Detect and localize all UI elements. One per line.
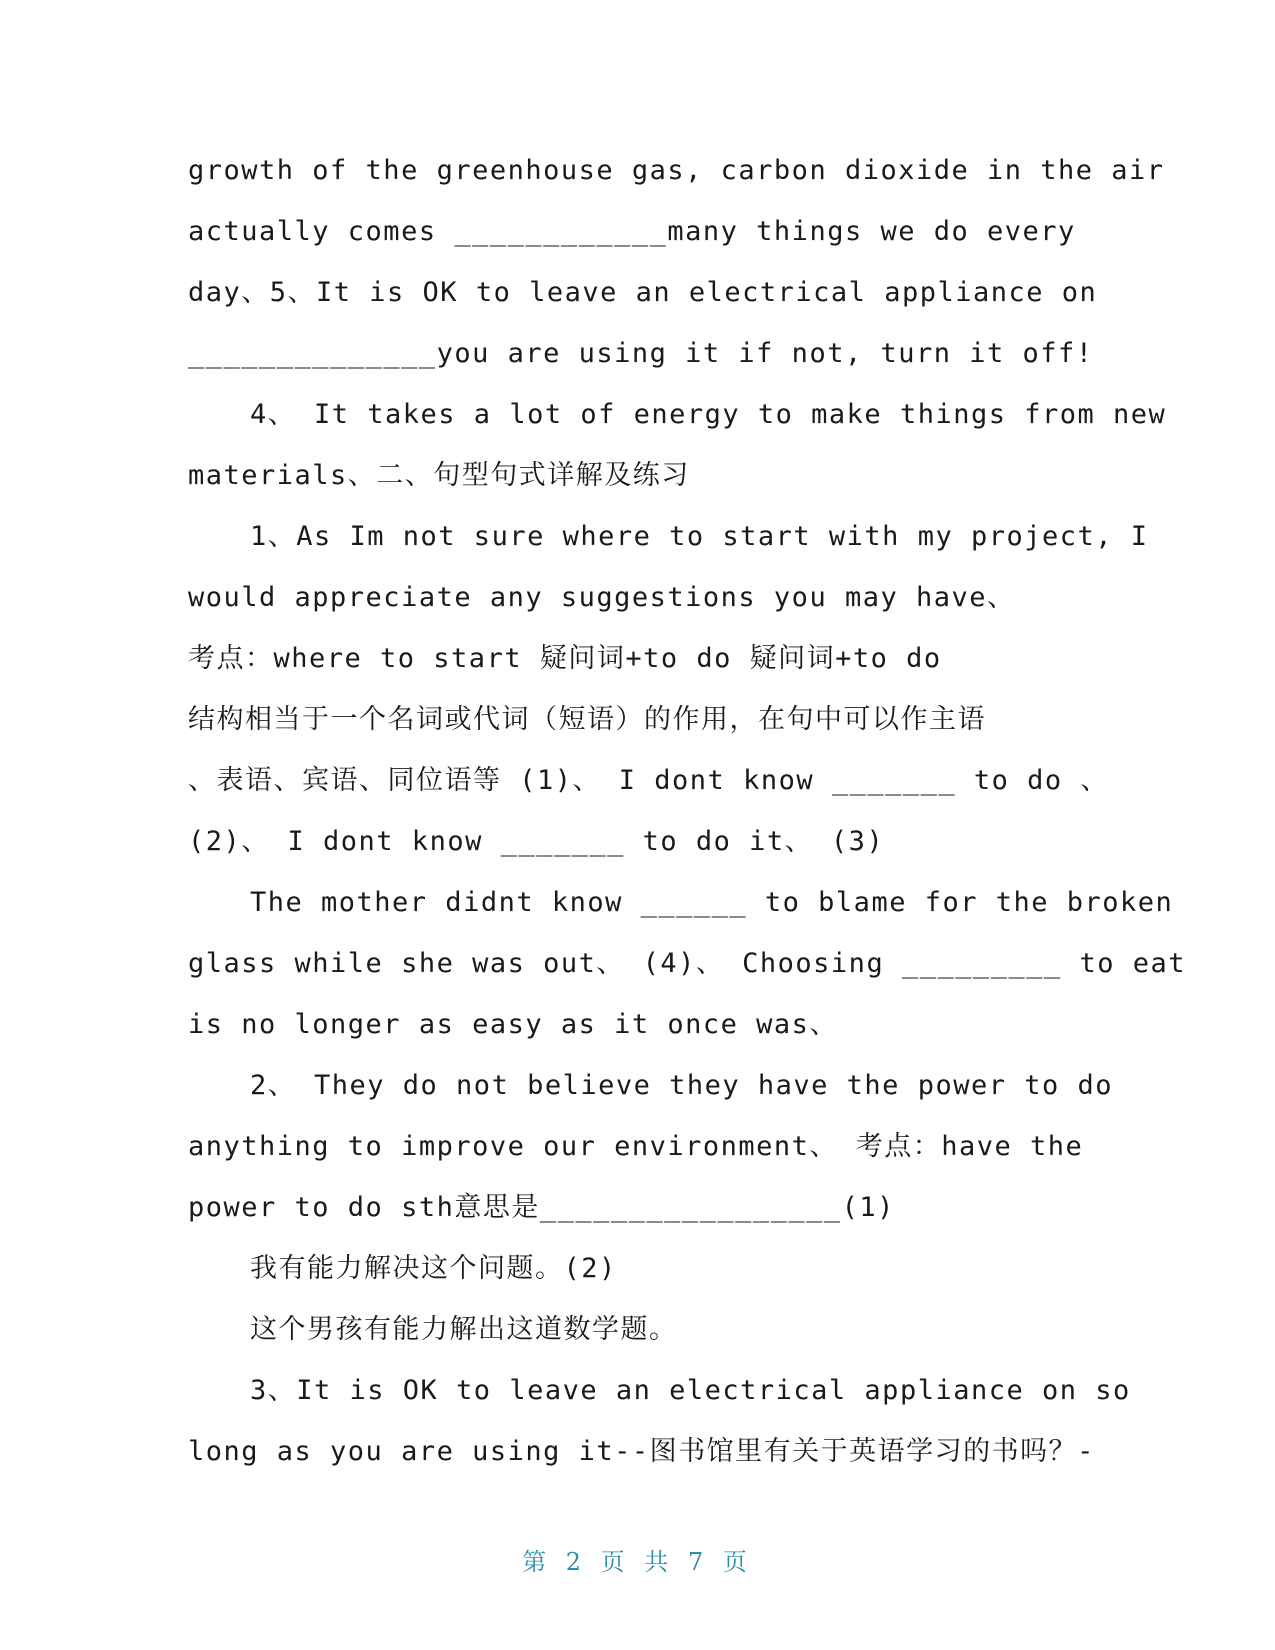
text-line: power to do sth意思是_________________(1) (188, 1192, 895, 1223)
text-line: 、表语、宾语、同位语等 (1)、 I dont know _______ to do 、 (188, 765, 1109, 796)
document-body (188, 140, 1187, 1482)
text-line: materials、二、句型句式详解及练习 (188, 460, 690, 491)
text-line: 考点：where to start 疑问词+to do 疑问词+to do (188, 643, 942, 674)
text-line: 1、As Im not sure where to start with my project, I (250, 521, 1149, 552)
text-line: is no longer as easy as it once was、 (188, 1009, 838, 1040)
text-line: glass while she was out、 (4)、 Choosing _________ to eat (188, 948, 1187, 979)
text-line: day、5、It is OK to leave an electrical appliance on (188, 277, 1098, 308)
text-line: anything to improve our environment、 考点：have the (188, 1131, 1084, 1162)
page-number-footer: 第 2 页 共 7 页 (522, 1548, 753, 1576)
text-line: 3、It is OK to leave an electrical appliance on so (250, 1375, 1131, 1406)
text-line: ______________you are using it if not, turn it off! (188, 338, 1094, 369)
text-line: The mother didnt know ______ to blame for the broken (250, 887, 1174, 918)
text-line: long as you are using it--图书馆里有关于英语学习的书吗？- (188, 1436, 1095, 1467)
text-line: 4、 It takes a lot of energy to make things from new (250, 399, 1167, 430)
text-line: 这个男孩有能力解出这道数学题。 (250, 1314, 678, 1345)
text-line: 我有能力解决这个问题。(2) (250, 1253, 617, 1284)
text-line: growth of the greenhouse gas, carbon dioxide in the air (188, 155, 1165, 186)
text-line: 2、 They do not believe they have the power to do (250, 1070, 1114, 1101)
text-line: actually comes ____________many things we do every (188, 216, 1076, 247)
text-line: (2)、 I dont know _______ to do it、 (3) (188, 826, 885, 857)
text-line: would appreciate any suggestions you may have、 (188, 582, 1016, 613)
text-line: 结构相当于一个名词或代词（短语）的作用，在句中可以作主语 (188, 704, 986, 735)
